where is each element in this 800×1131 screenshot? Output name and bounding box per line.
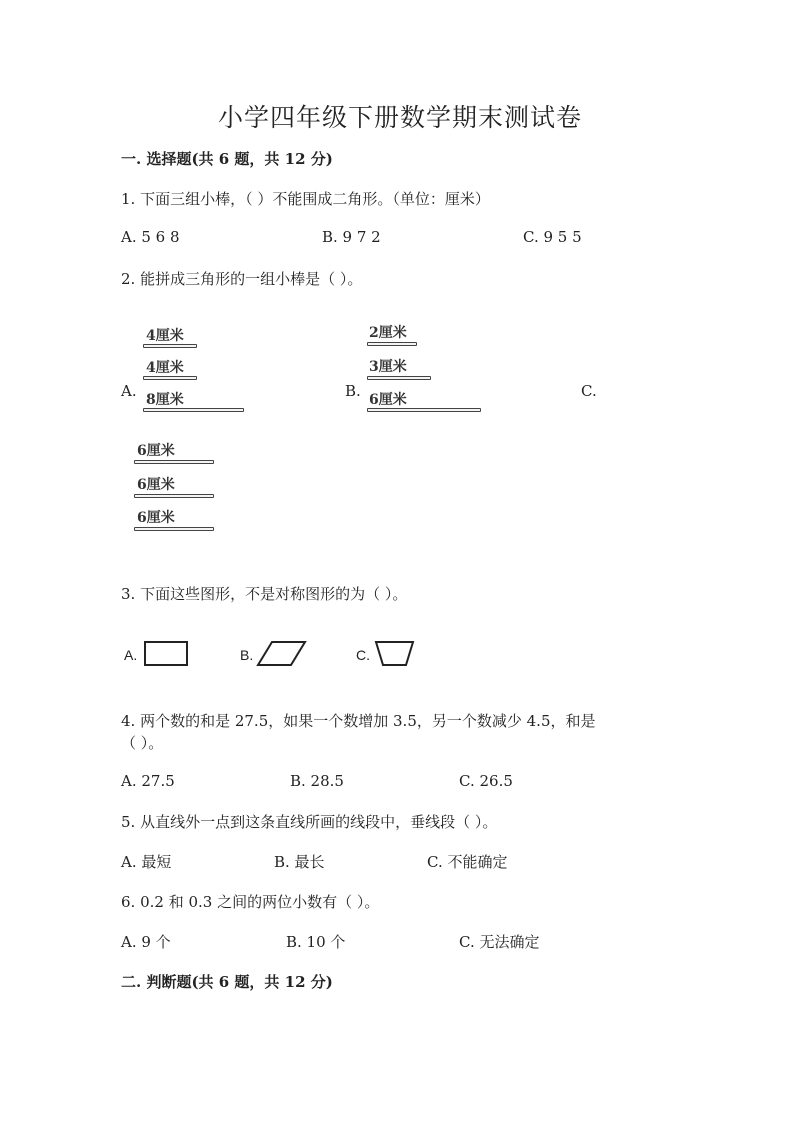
q2-option-a[interactable]: A. [121, 382, 137, 400]
q4-option-c[interactable]: C. 26.5 [459, 772, 513, 790]
question-4-line2: （ ）。 [121, 734, 164, 752]
page-title: 小学四年级下册数学期末测试卷 [217, 103, 582, 132]
question-3: 3. 下面这些图形，不是对称图形的为（ ）。 [121, 585, 408, 603]
question-4-line1: 4. 两个数的和是 27.5，如果一个数增加 3.5，另一个数减少 4.5，和是 [121, 712, 596, 730]
q5-option-c[interactable]: C. 不能确定 [427, 853, 508, 871]
stick-label: 2厘米 [369, 325, 407, 341]
q2-option-b[interactable]: B. [345, 382, 361, 400]
q1-option-b[interactable]: B. 9 7 2 [322, 228, 381, 246]
stick-icon [134, 494, 214, 498]
stick-label: 6厘米 [137, 510, 175, 526]
stick-icon [367, 408, 481, 412]
stick-label: 6厘米 [137, 477, 175, 493]
trapezoid-icon [374, 640, 416, 668]
q4-option-b[interactable]: B. 28.5 [290, 772, 344, 790]
q1-option-c[interactable]: C. 9 5 5 [523, 228, 582, 246]
stick-icon [367, 342, 417, 346]
q6-option-b[interactable]: B. 10 个 [286, 933, 346, 951]
stick-label: 6厘米 [369, 392, 407, 408]
q5-option-a[interactable]: A. 最短 [121, 853, 172, 871]
q4-option-a[interactable]: A. 27.5 [121, 772, 175, 790]
q2-option-c[interactable]: C. [581, 382, 597, 400]
stick-icon [367, 376, 431, 380]
stick-label: 8厘米 [146, 392, 184, 408]
q3-option-b[interactable]: B. [240, 647, 254, 663]
question-6: 6. 0.2 和 0.3 之间的两位小数有（ ）。 [121, 893, 380, 911]
q3-option-a[interactable]: A. [124, 647, 138, 663]
stick-label: 6厘米 [137, 443, 175, 459]
q6-option-c[interactable]: C. 无法确定 [459, 933, 540, 951]
question-2: 2. 能拼成三角形的一组小棒是（ ）。 [121, 270, 363, 288]
stick-label: 4厘米 [146, 328, 184, 344]
question-1: 1. 下面三组小棒，（ ）不能围成二角形。（单位：厘米） [121, 190, 490, 208]
question-5: 5. 从直线外一点到这条直线所画的线段中，垂线段（ ）。 [121, 813, 498, 831]
stick-icon [143, 376, 197, 380]
q1-option-a[interactable]: A. 5 6 8 [121, 228, 180, 246]
stick-label: 4厘米 [146, 360, 184, 376]
q6-option-a[interactable]: A. 9 个 [121, 933, 171, 951]
section-heading-choice: 一. 选择题(共 6 题，共 12 分) [121, 150, 333, 168]
stick-icon [134, 527, 214, 531]
q3-option-c[interactable]: C. [356, 647, 370, 663]
stick-icon [134, 460, 214, 464]
q5-option-b[interactable]: B. 最长 [274, 853, 325, 871]
stick-icon [143, 408, 244, 412]
parallelogram-icon [256, 640, 308, 668]
stick-icon [143, 344, 197, 348]
section-heading-judge: 二. 判断题(共 6 题，共 12 分) [121, 973, 333, 991]
rectangle-icon [144, 640, 190, 668]
stick-label: 3厘米 [369, 359, 407, 375]
